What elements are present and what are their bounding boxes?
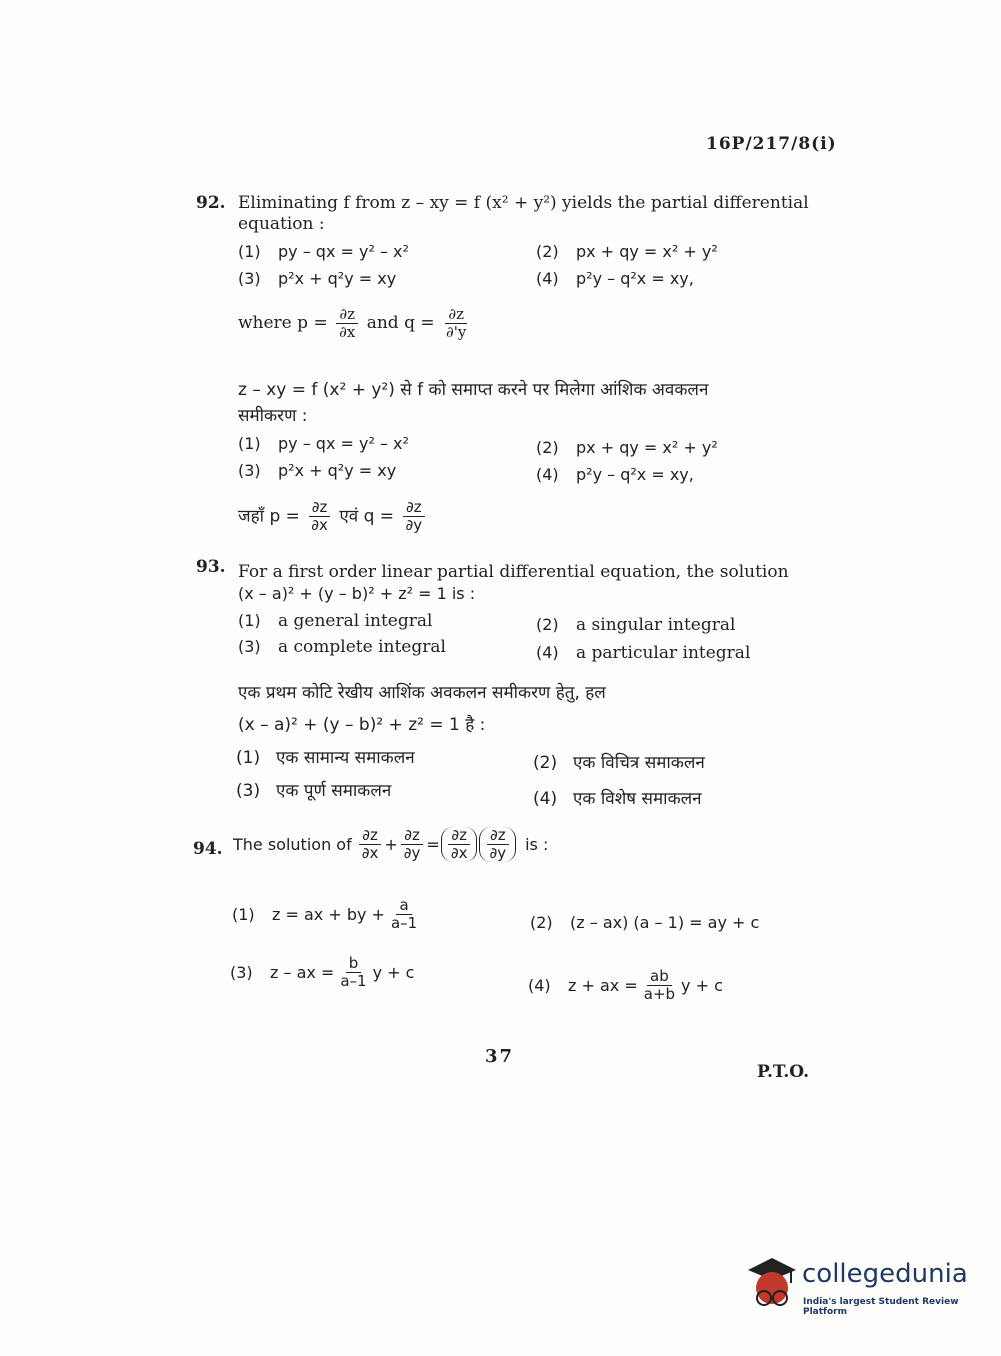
question-92-option-3: (3) p²x + q²y = xy xyxy=(238,269,397,288)
question-93-text-line2: (x – a)² + (y – b)² + z² = 1 is : xyxy=(238,584,476,603)
question-92-text-line1: Eliminating f from z – xy = f (x² + y²) yields the partial differential xyxy=(238,193,809,213)
question-93-option-2: (2) a singular integral xyxy=(536,615,736,635)
question-92-text-line2: equation : xyxy=(238,214,325,234)
question-93-number: 93. xyxy=(196,557,226,577)
question-94-option-2: (2) (z – ax) (a – 1) = ay + c xyxy=(530,913,760,932)
question-92-number: 92. xyxy=(196,193,226,213)
question-94-number: 94. xyxy=(193,839,223,859)
question-93-hindi-line1: एक प्रथम कोटि रेखीय आशिंक अवकलन समीकरण हेतु, हल xyxy=(238,683,606,703)
question-92-hindi-option-3: (3) p²x + q²y = xy xyxy=(238,461,397,480)
question-92-option-2: (2) px + qy = x² + y² xyxy=(536,242,718,261)
question-92-hindi-option-2: (2) px + qy = x² + y² xyxy=(536,438,718,457)
question-93-text-line1: For a first order linear partial differential equation, the solution xyxy=(238,562,789,582)
logo-wordmark: collegedunia xyxy=(802,1259,968,1289)
question-94-text: The solution of $\frac{\partial z}{\partial x}$ + $\frac{\partial z}{\partial y}$ = $\frac{\partial z}{\partial x}$ $\frac{\partial z}{\partial y}$ is : xyxy=(233,826,549,862)
question-93-hindi-option-4: (4) एक विशेष समाकलन xyxy=(533,789,702,809)
question-93-option-1: (1) a general integral xyxy=(238,611,433,631)
question-92-hindi-option-4: (4) p²y – q²x = xy, xyxy=(536,465,694,484)
question-92-hindi-where-clause: जहाँ p = $\frac{\partial z}{\partial x}$ एवं q = $\frac{\partial z}{\partial y}$ xyxy=(238,499,428,534)
logo-tagline: India's largest Student Review Platform xyxy=(803,1297,959,1317)
question-94-option-1: (1) z = ax + by + $\frac{a}{a-1}$ xyxy=(232,896,418,932)
pto-label: P.T.O. xyxy=(757,1062,809,1082)
question-92-option-4: (4) p²y – q²x = xy, xyxy=(536,269,694,288)
question-92-where-clause: where p = $\frac{\partial z}{\partial x}$ and q = $\frac{\partial z}{\partial'y}$ xyxy=(238,305,467,341)
question-93-hindi-option-1: (1) एक सामान्य समाकलन xyxy=(236,748,415,768)
question-92-option-1: (1) py – qx = y² – x² xyxy=(238,242,409,261)
question-94-option-3: (3) z – ax = $\frac{b}{a-1}$ y + c xyxy=(230,954,415,990)
page-number: 37 xyxy=(485,1046,515,1067)
paper-code: 16P/217/8(i) xyxy=(706,134,837,154)
question-93-hindi-option-2: (2) एक विचित्र समाकलन xyxy=(533,753,705,773)
question-93-hindi-line2: (x – a)² + (y – b)² + z² = 1 है : xyxy=(238,715,486,735)
question-92-hindi-line2: समीकरण : xyxy=(238,406,308,426)
question-92-hindi-option-1: (1) py – qx = y² – x² xyxy=(238,434,409,453)
question-94-option-4: (4) z + ax = $\frac{ab}{a+b}$ y + c xyxy=(528,967,723,1003)
question-93-option-4: (4) a particular integral xyxy=(536,643,751,663)
question-93-option-3: (3) a complete integral xyxy=(238,637,446,657)
question-92-hindi-line1: z – xy = f (x² + y²) से f को समाप्त करने पर मिलेगा आंशिक अवकलन xyxy=(238,380,709,400)
question-93-hindi-option-3: (3) एक पूर्ण समाकलन xyxy=(236,781,392,801)
